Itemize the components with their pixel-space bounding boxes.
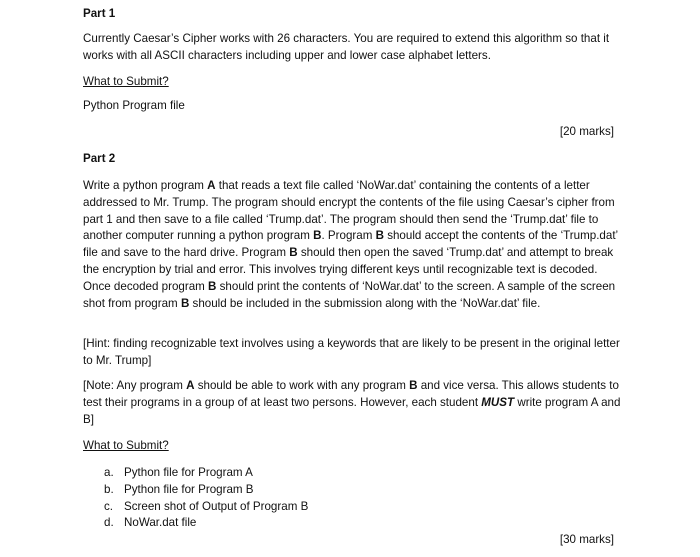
list-item (104, 465, 308, 482)
part2-heading: Part 2 (83, 152, 116, 165)
list-item (104, 499, 308, 516)
part2-submit-heading: What to Submit? (83, 439, 169, 452)
part1-heading: Part 1 (83, 7, 116, 20)
part2-marks: [30 marks] (559, 533, 614, 546)
part2-note: [Note: Any program A should be able to work with any program B and vice versa. This allows students to test their programs in a group of at least two persons. However, each student MUST write program A and B] (83, 379, 621, 426)
part1-marks: [20 marks] (559, 125, 614, 138)
part1-body: Currently Caesar’s Cipher works with 26 characters. You are required to extend this algorithm so that it works with all ASCII characters including upper and lower case alphabet letters. (83, 32, 610, 62)
list-marker: c. (104, 499, 114, 513)
part2-hint: [Hint: finding recognizable text involves using a keywords that are likely to be present in the original letter to Mr. Trump] (83, 337, 620, 367)
list-item (104, 482, 308, 499)
part1-submit-heading: What to Submit? (83, 75, 169, 88)
list-marker: a. (104, 466, 114, 479)
list-item-label: Screen shot of Output of Program B (124, 499, 309, 513)
list-item-label: Python file for Program B (124, 482, 254, 496)
list-marker: d. (104, 516, 114, 530)
part1-submit-item: Python Program file (83, 99, 185, 112)
list-marker: b. (104, 482, 114, 496)
list-item (104, 515, 308, 532)
part2-submit-list (104, 465, 308, 532)
list-item-label: NoWar.dat file (124, 516, 197, 530)
list-item-label: Python file for Program A (124, 466, 253, 479)
part2-body: Write a python program A that reads a text file called ‘NoWar.dat’ containing the contents of a letter addressed to Mr. Trump. The program should encrypt the contents of the file using Caesar’s cipher from part 1 and then save to a file called ‘Trump.dat’. The program should then send the ‘Trump.dat’ file to another computer running a python program B. Program B should accept the contents of the ‘Trump.dat’ file and save to the hard drive. Program B should then open the saved ‘Trump.dat’ and attempt to break the encryption by trial and error. This involves trying different keys until recognizable text is decoded. Once decoded program B should print the contents of ‘NoWar.dat’ to the screen. A sample of the screen shot from program B should be included in the submission along with the ‘NoWar.dat’ file. (83, 179, 618, 310)
